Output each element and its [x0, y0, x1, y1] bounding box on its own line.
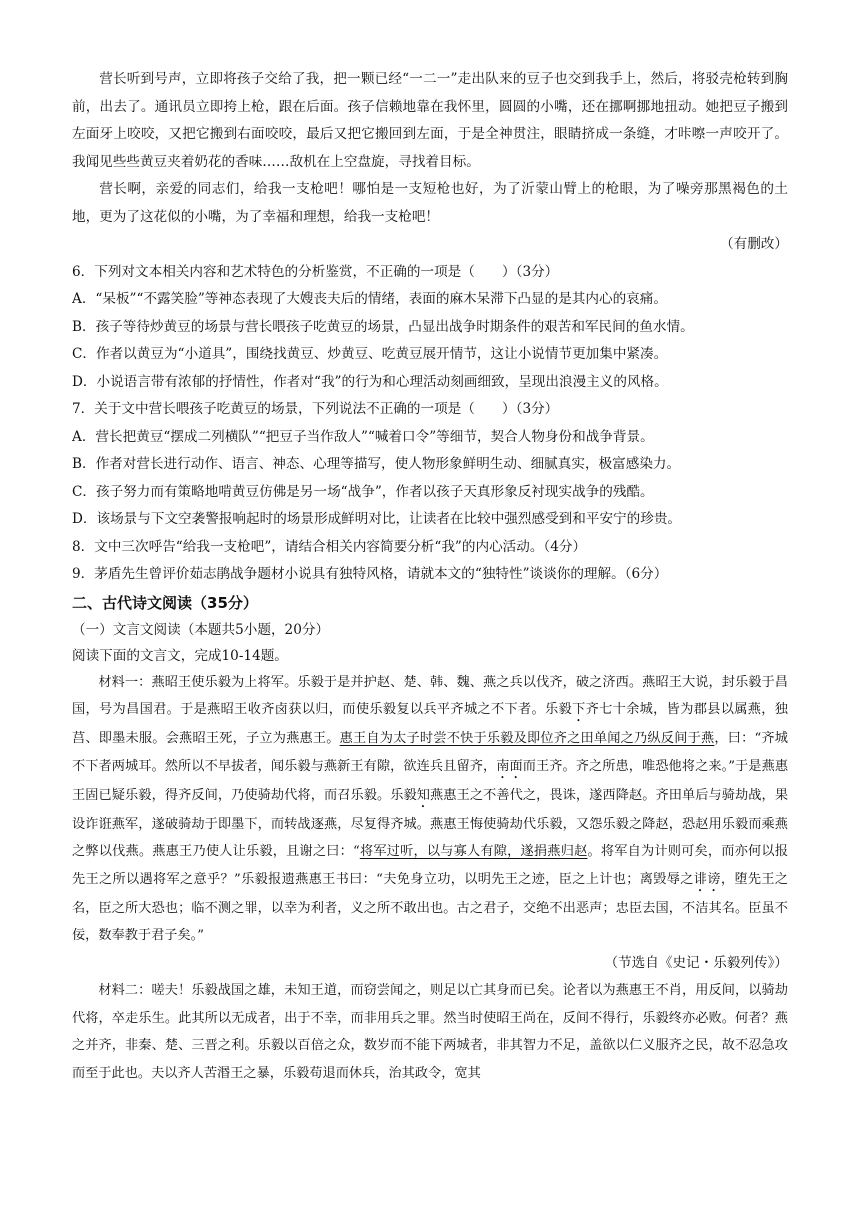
exam-page: [72, 66, 788, 1087]
material-1-text: ，曰：“齐城不下者两城耳。然所以不早拔者，闻乐毅与燕新王有隙，欲连兵且留齐，: [72, 731, 788, 774]
story-paragraph-1: 营长听到号声，立即将孩子交给了我，把一颗已经“一二一”走出队来的豆子也交到我手上，然后，将驳壳枪转到胸前，出去了。通讯员立即挎上枪，跟在后面。孩子信赖地靠在我怀里，圆圆的小嘴，还在挪啊挪地扭动。她把豆子搬到左面牙上咬咬，又把它搬到右面咬咬，最后又把它搬回到左面，于是全神贯注，眼睛挤成一条缝，才咔嚓一声咬开了。我闻见些些黄豆夹着奶花的香味……敌机在上空盘旋，寻找着目标。: [72, 71, 788, 170]
material-1-text: 齐七十余城，皆为郡县以属燕，独莒、即墨未服。会燕昭王死，子立为燕惠王。: [72, 702, 788, 746]
material-2-paragraph: 材料二：嗟夫！乐毅战国之雄，未知王道，而窃尝闻之，则足以亡其身而已矣。论者以为燕惠王不肖，用反间，以骑劫代将，卒走乐生。此其所以无成者，出于不幸，而非用兵之罪。然当时使昭王尚在，反间不得行，乐毅终亦必败。何者？燕之并齐，非秦、楚、三晋之利。乐毅以百倍之众，数岁而不能下两城者，非其智力不足，盖欲以仁义服齐之民，故不忍急攻而至于此也。夫以齐人苦湣王之暴，乐毅苟退而休兵，治其政令，宽其: [72, 983, 788, 1081]
question-8: 8．文中三次呼告“给我一支枪吧”，请结合相关内容简要分析“我”的内心活动。（4分）: [72, 538, 587, 555]
question-6-option-c: C．作者以黄豆为“小道具”，围绕找黄豆、炒黄豆、吃黄豆展开情节，这让小说情节更加集中紧凑。: [72, 346, 668, 362]
emphasis-word-nanmian: 南面: [496, 758, 523, 774]
material-1-text: 燕惠王之不善代之，畏诛，遂西降赵。齐田单后与骑劫战，果设诈诳燕军，遂破骑劫于即墨下，而转战逐燕，尽复得齐城。燕惠王悔使骑劫代乐毅，又怨乐毅之降赵，恐赵用乐毅而乘燕之弊以伐燕。燕惠王乃使人让乐毅，且谢之曰：“: [72, 787, 789, 859]
question-6-option-b: B．孩子等待炒黄豆的场景与营长喂孩子吃黄豆的场景，凸显出战争时期条件的艰苦和军民间的鱼水情。: [72, 318, 694, 335]
question-6-stem: 6．下列对文本相关内容和艺术特色的分析鉴赏，不正确的一项是（ ）（3分）: [72, 263, 559, 280]
question-7-option-a: A．营长把黄豆“摆成二列横队”“把豆子当作敌人”“喊着口令”等细节，契合人物身份和战争背景。: [72, 428, 654, 445]
emphasis-word-xia: 下: [572, 702, 586, 717]
question-7-option-c: C．孩子努力而有策略地啃黄豆仿佛是另一场“战争”，作者以孩子天真形象反衬现实战争的残酷。: [72, 483, 654, 500]
question-6-option-d: D．小说语言带有浓郁的抒情性，作者对“我”的行为和心理活动刻画细致，呈现出浪漫主义的风格。: [72, 373, 668, 390]
emphasis-word-zhi: 知: [416, 787, 431, 803]
material-1-text: 而王齐。齐之所患，唯恐他将之来。”于是燕惠王固已疑乐毅，得齐反间，乃使骑劫代将，而召乐毅。乐毅: [72, 758, 789, 803]
section-2-intro: 阅读下面的文言文，完成10-14题。: [72, 647, 288, 664]
question-9: 9．茅盾先生曾评价茹志鹃战争题材小说具有独特风格，请就本文的“独特性”谈谈你的理解。（6分）: [72, 566, 668, 582]
material-1-paragraph: [72, 669, 788, 950]
material-1-text: ，堕先王之名，臣之所大恐也；临不测之罪，以幸为利者，义之所不敢出也。古之君子，交绝不出恶声；忠臣去国，不洁其名。臣虽不佞，数奉教于君子矣。”: [72, 871, 789, 943]
section-2-subtitle: （一）文言文阅读（本题共5小题，20分）: [72, 621, 330, 638]
story-paragraph-2: 营长啊，亲爱的同志们，给我一支枪吧！哪怕是一支短枪也好，为了沂蒙山臂上的枪眼，为了噪旁那黑褐色的土地，更为了这花似的小嘴，为了幸福和理想，给我一支枪吧！: [72, 181, 788, 225]
story-note: （有删改）: [720, 236, 788, 252]
underlined-sentence-1: 惠王自为太子时尝不快于乐毅及即位齐之田单闻之乃纵反间于燕: [339, 731, 715, 746]
emphasis-word-feibang: 诽谤: [693, 871, 721, 887]
question-7-option-b: B．作者对营长进行动作、语言、神态、心理等描写，使人物形象鲜明生动、细腻真实，极富感染力。: [72, 456, 681, 472]
question-7-option-d: D．该场景与下文空袭警报响起时的场景形成鲜明对比，让读者在比较中强烈感受到和平安宁的珍贵。: [72, 511, 682, 527]
question-6-option-a: A．“呆板”“不露笑脸”等神态表现了大嫂丧夫后的情绪，表面的麻木呆滞下凸显的是其内心的哀痛。: [72, 291, 667, 307]
question-7-stem: 7．关于文中营长喂孩子吃黄豆的场景，下列说法不正确的一项是（ ）（3分）: [72, 401, 559, 417]
underlined-sentence-2: 将军过听，以与寡人有隙，遂捐燕归赵: [359, 844, 588, 859]
material-1-source: （节选自《史记・乐毅列传》）: [604, 954, 788, 971]
material-1-text: 材料一：燕昭王使乐毅为上将军。乐毅于是并护赵、楚、韩、魏、燕之兵以伐齐，破之济西。燕昭王大说，封乐毅于昌国，号为昌国君。于是燕昭王收齐卤获以归，而使乐毅复以兵平齐城之不下者。乐毅: [72, 674, 788, 717]
section-2-title: 二、古代诗文阅读（35分）: [72, 593, 258, 612]
material-1-text: 。将军自为计则可矣，而亦何以报先王之所以遇将军之意乎？”乐毅报遗燕惠王书曰：“夫免身立功，以明先王之迹，臣之上计也；离毁辱之: [72, 844, 789, 887]
